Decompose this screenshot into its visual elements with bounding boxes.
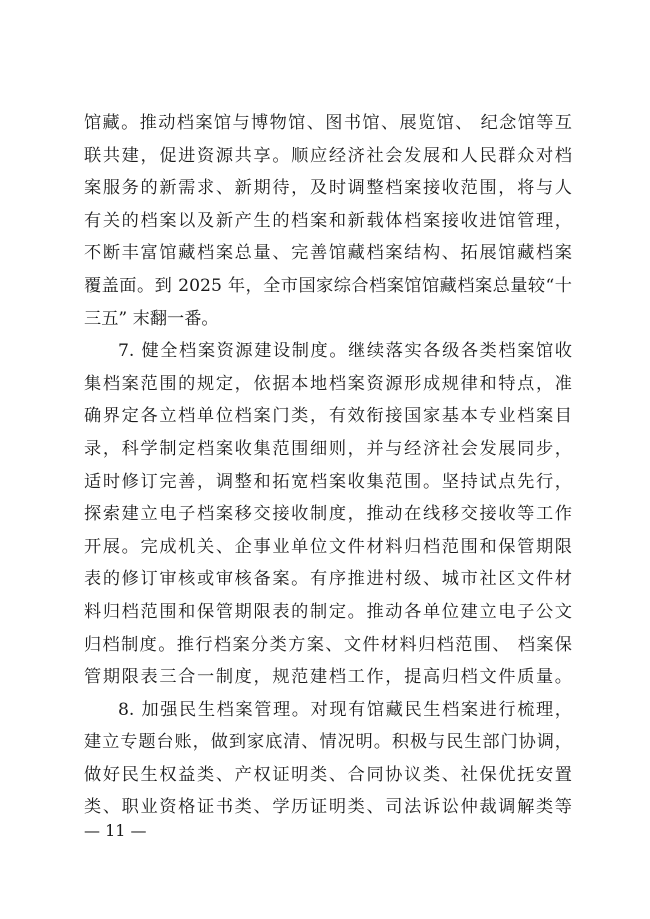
text-line: 开展。完成机关、企事业单位文件材料归档范围和保管期限	[84, 536, 572, 557]
text-line: 案服务的新需求、新期待，及时调整档案接收范围，将与人	[84, 178, 572, 199]
text-line: 7. 健全档案资源建设制度。继续落实各级各类档案馆收	[118, 341, 572, 362]
text-line: 不断丰富馆藏档案总量、完善馆藏档案结构、拓展馆藏档案	[84, 243, 572, 264]
text-line: 联共建，促进资源共享。顺应经济社会发展和人民群众对档	[84, 145, 572, 166]
paragraph-item-8	[84, 694, 572, 824]
text-line: 适时修订完善，调整和拓宽档案收集范围。坚持试点先行，	[84, 471, 572, 492]
text-line: 建立专题台账，做到家底清、情况明。积极与民生部门协调，	[84, 732, 572, 753]
text-line: 确界定各立档单位档案门类，有效衔接国家基本专业档案目	[84, 406, 572, 427]
text-line: 类、职业资格证书类、学历证明类、司法诉讼仲裁调解类等	[84, 797, 572, 818]
paragraph-item-7	[84, 335, 572, 694]
text-line: 有关的档案以及新产生的档案和新载体档案接收进馆管理，	[84, 210, 572, 231]
text-line: 集档案范围的规定，依据本地档案资源形成规律和特点，准	[84, 373, 572, 394]
text-line: 做好民生权益类、产权证明类、合同协议类、社保优抚安置	[84, 764, 572, 785]
text-line: 馆藏。推动档案馆与博物馆、图书馆、展览馆、 纪念馆等互	[84, 113, 572, 133]
text-line: 录，科学制定档案收集范围细则，并与经济社会发展同步，	[84, 438, 572, 459]
text-line: 表的修订审核或审核备案。有序推进村级、城市社区文件材	[84, 569, 572, 590]
text-line: 探索建立电子档案移交接收制度，推动在线移交接收等工作	[84, 504, 572, 525]
paragraph-resource-sharing	[84, 107, 572, 335]
text-line: 覆盖面。到 2025 年，全市国家综合档案馆馆藏档案总量较“十	[84, 275, 572, 296]
text-line: 料归档范围和保管期限表的制定。推动各单位建立电子公文	[84, 601, 572, 622]
document-body	[84, 107, 572, 824]
page-number: — 11 —	[84, 821, 147, 840]
text-line: 归档制度。推行档案分类方案、文件材料归档范围、 档案保	[84, 634, 572, 655]
text-line: 8. 加强民生档案管理。对现有馆藏民生档案进行梳理，	[118, 699, 572, 720]
text-line: 管期限表三合一制度，规范建档工作，提高归档文件质量。	[84, 667, 572, 688]
text-line: 三五” 末翻一番。	[84, 308, 219, 329]
